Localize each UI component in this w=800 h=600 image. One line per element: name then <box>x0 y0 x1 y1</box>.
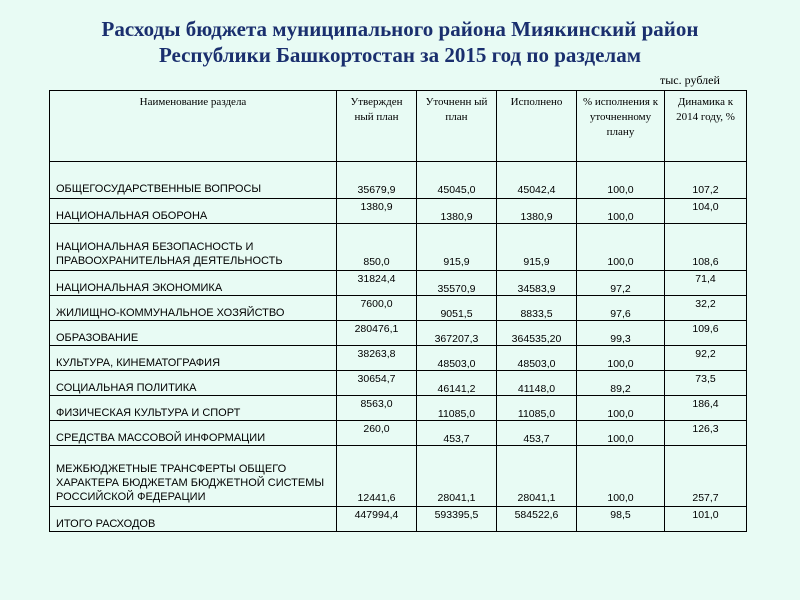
row-approved: 31824,4 <box>337 271 417 296</box>
header-approved: Утвержден ный план <box>337 91 417 162</box>
title-line-2: Республики Башкортостан за 2015 год по разделам <box>158 43 642 67</box>
table-row <box>50 162 747 199</box>
row-name: ОБЩЕГОСУДАРСТВЕННЫЕ ВОПРОСЫ <box>50 162 337 199</box>
row-name: СРЕДСТВА МАССОВОЙ ИНФОРМАЦИИ <box>50 421 337 446</box>
row-refined: 915,9 <box>417 224 497 271</box>
row-executed: 453,7 <box>497 421 577 446</box>
row-dynamics: 101,0 <box>665 507 747 532</box>
row-name: НАЦИОНАЛЬНАЯ БЕЗОПАСНОСТЬ И ПРАВООХРАНИТЕЛЬНАЯ ДЕЯТЕЛЬНОСТЬ <box>50 224 337 271</box>
row-approved: 30654,7 <box>337 371 417 396</box>
row-executed: 584522,6 <box>497 507 577 532</box>
row-refined: 453,7 <box>417 421 497 446</box>
row-percent: 100,0 <box>577 421 665 446</box>
header-name: Наименование раздела <box>50 91 337 162</box>
table-row <box>50 446 747 507</box>
row-approved: 35679,9 <box>337 162 417 199</box>
row-executed: 915,9 <box>497 224 577 271</box>
row-percent: 98,5 <box>577 507 665 532</box>
row-dynamics: 73,5 <box>665 371 747 396</box>
row-name: СОЦИАЛЬНАЯ ПОЛИТИКА <box>50 371 337 396</box>
row-approved: 12441,6 <box>337 446 417 507</box>
row-dynamics: 32,2 <box>665 296 747 321</box>
row-percent: 100,0 <box>577 162 665 199</box>
row-percent: 100,0 <box>577 224 665 271</box>
table-row <box>50 396 747 421</box>
row-refined: 45045,0 <box>417 162 497 199</box>
page-title <box>40 16 760 68</box>
row-refined: 1380,9 <box>417 199 497 224</box>
row-approved: 7600,0 <box>337 296 417 321</box>
row-percent: 100,0 <box>577 199 665 224</box>
row-name: МЕЖБЮДЖЕТНЫЕ ТРАНСФЕРТЫ ОБЩЕГО ХАРАКТЕРА БЮДЖЕТАМ БЮДЖЕТНОЙ СИСТЕМЫ РОССИЙСКОЙ ФЕДЕРАЦИИ <box>50 446 337 507</box>
row-executed: 11085,0 <box>497 396 577 421</box>
row-refined: 48503,0 <box>417 346 497 371</box>
row-approved: 280476,1 <box>337 321 417 346</box>
row-name: ИТОГО РАСХОДОВ <box>50 507 337 532</box>
row-refined: 9051,5 <box>417 296 497 321</box>
row-dynamics: 126,3 <box>665 421 747 446</box>
header-executed: Исполнено <box>497 91 577 162</box>
row-refined: 46141,2 <box>417 371 497 396</box>
row-dynamics: 109,6 <box>665 321 747 346</box>
row-approved: 260,0 <box>337 421 417 446</box>
row-dynamics: 71,4 <box>665 271 747 296</box>
row-executed: 41148,0 <box>497 371 577 396</box>
table-row <box>50 224 747 271</box>
row-dynamics: 108,6 <box>665 224 747 271</box>
table-row <box>50 296 747 321</box>
table-row <box>50 421 747 446</box>
table-row-total <box>50 507 747 532</box>
row-name: ЖИЛИЩНО-КОММУНАЛЬНОЕ ХОЗЯЙСТВО <box>50 296 337 321</box>
row-dynamics: 257,7 <box>665 446 747 507</box>
header-refined: Уточненн ый план <box>417 91 497 162</box>
row-percent: 97,6 <box>577 296 665 321</box>
row-executed: 1380,9 <box>497 199 577 224</box>
units-label: тыс. рублей <box>660 73 720 87</box>
row-approved: 8563,0 <box>337 396 417 421</box>
row-refined: 35570,9 <box>417 271 497 296</box>
row-executed: 364535,20 <box>497 321 577 346</box>
row-name: НАЦИОНАЛЬНАЯ ОБОРОНА <box>50 199 337 224</box>
row-percent: 99,3 <box>577 321 665 346</box>
row-percent: 97,2 <box>577 271 665 296</box>
row-percent: 100,0 <box>577 346 665 371</box>
row-executed: 28041,1 <box>497 446 577 507</box>
row-name: ОБРАЗОВАНИЕ <box>50 321 337 346</box>
row-refined: 11085,0 <box>417 396 497 421</box>
row-percent: 100,0 <box>577 396 665 421</box>
row-approved: 1380,9 <box>337 199 417 224</box>
row-executed: 34583,9 <box>497 271 577 296</box>
table-row <box>50 199 747 224</box>
row-dynamics: 186,4 <box>665 396 747 421</box>
row-dynamics: 92,2 <box>665 346 747 371</box>
row-dynamics: 107,2 <box>665 162 747 199</box>
table-header-row <box>50 91 747 162</box>
row-approved: 38263,8 <box>337 346 417 371</box>
title-line-1: Расходы бюджета муниципального района Миякинский район <box>101 17 699 41</box>
row-executed: 48503,0 <box>497 346 577 371</box>
row-approved: 447994,4 <box>337 507 417 532</box>
table-row <box>50 371 747 396</box>
row-percent: 89,2 <box>577 371 665 396</box>
row-executed: 45042,4 <box>497 162 577 199</box>
header-dynamics: Динамика к 2014 году, % <box>665 91 747 162</box>
row-percent: 100,0 <box>577 446 665 507</box>
row-refined: 28041,1 <box>417 446 497 507</box>
header-percent: % исполнения к уточненному плану <box>577 91 665 162</box>
row-name: НАЦИОНАЛЬНАЯ ЭКОНОМИКА <box>50 271 337 296</box>
row-approved: 850,0 <box>337 224 417 271</box>
row-refined: 367207,3 <box>417 321 497 346</box>
table-row <box>50 321 747 346</box>
table-row <box>50 271 747 296</box>
row-dynamics: 104,0 <box>665 199 747 224</box>
budget-table <box>49 90 747 532</box>
table-row <box>50 346 747 371</box>
row-name: КУЛЬТУРА, КИНЕМАТОГРАФИЯ <box>50 346 337 371</box>
row-executed: 8833,5 <box>497 296 577 321</box>
row-name: ФИЗИЧЕСКАЯ КУЛЬТУРА И СПОРТ <box>50 396 337 421</box>
row-refined: 593395,5 <box>417 507 497 532</box>
